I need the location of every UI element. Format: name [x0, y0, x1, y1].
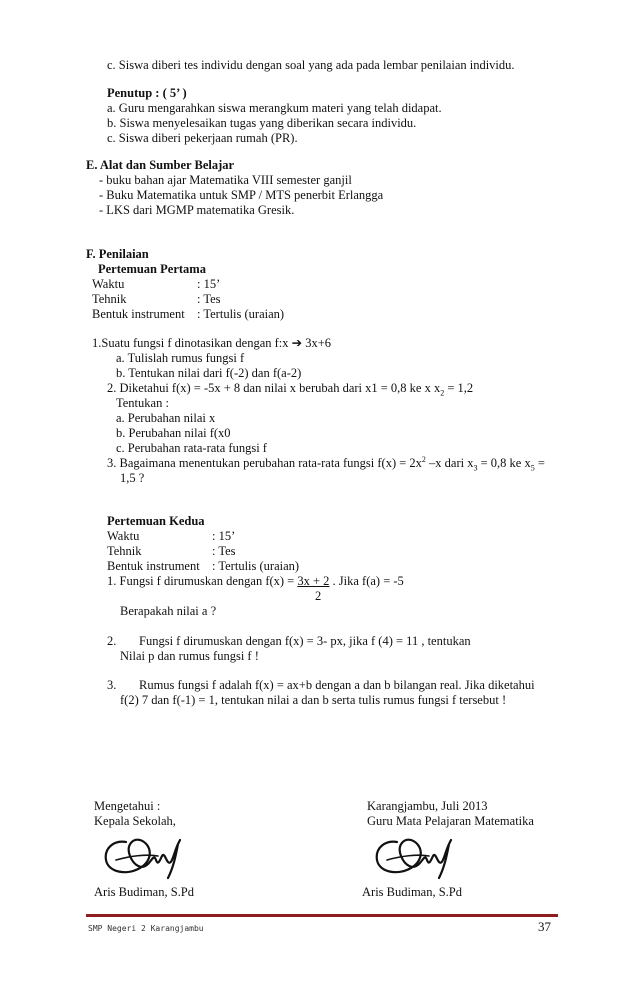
- signature-left-icon: [96, 830, 206, 882]
- p2-q1-numerator: 3x + 2: [297, 574, 330, 588]
- p2-bentuk-value: : Tertulis (uraian): [212, 559, 300, 573]
- penilaian-individu-item: c. Siswa diberi tes individu dengan soal yang ada pada lembar penilaian individu.: [107, 58, 515, 72]
- sig-right-line1: Karangjambu, Juli 2013: [367, 799, 488, 813]
- alat-title: E. Alat dan Sumber Belajar: [86, 158, 235, 172]
- arrow-right-icon: ➔: [291, 336, 303, 350]
- p1-waktu-label: Waktu: [92, 277, 125, 291]
- penutup-item-a: a. Guru mengarahkan siswa merangkum materi yang telah didapat.: [107, 101, 442, 115]
- sig-left-line2: Kepala Sekolah,: [94, 814, 176, 828]
- p1-q3-end: =: [534, 456, 545, 470]
- p1-q3-line2: 1,5 ?: [120, 471, 145, 485]
- penutup-title: Penutup : ( 5’ ): [107, 86, 187, 100]
- p1-bentuk-label: Bentuk instrument: [92, 307, 185, 321]
- page-number: 37: [538, 919, 551, 934]
- p1-q3-mid2: = 0,8 ke x: [477, 456, 531, 470]
- p2-q2-line2: Nilai p dan rumus fungsi f !: [120, 649, 259, 663]
- p1-q2-post: = 1,2: [444, 381, 474, 395]
- alat-item-2: - Buku Matematika untuk SMP / MTS penerbit Erlangga: [99, 188, 384, 202]
- p1-question-2: [107, 381, 473, 396]
- p2-tehnik-value: : Tes: [212, 544, 236, 558]
- p1-q1b: b. Tentukan nilai dari f(-2) dan f(a-2): [116, 366, 302, 380]
- p2-waktu-value: : 15’: [212, 529, 236, 543]
- penutup-item-b: b. Siswa menyelesaikan tugas yang diberikan secara individu.: [107, 116, 417, 130]
- p2-question-1: [107, 574, 404, 589]
- signature-right-icon: [367, 830, 477, 882]
- p2-question-2: [107, 634, 471, 649]
- p2-q2-number: 2.: [107, 634, 117, 648]
- p2-q1-post: . Jika f(a) = -5: [329, 574, 404, 588]
- p1-q3-sub2: 5: [530, 463, 535, 473]
- p2-tehnik: [107, 544, 236, 559]
- p2-q3-text: Rumus fungsi f adalah f(x) = ax+b dengan a dan b bilangan real. Jika diketahui: [139, 678, 535, 692]
- p1-q2b: b. Perubahan nilai f(x0: [116, 426, 231, 440]
- p2-waktu: [107, 529, 235, 544]
- p2-q3-line2: f(2) 7 dan f(-1) = 1, tentukan nilai a dan b serta tulis rumus fungsi f tersebut !: [120, 693, 507, 707]
- p2-q2-text: Fungsi f dirumuskan dengan f(x) = 3- px, jika f (4) = 11 , tentukan: [139, 634, 471, 648]
- pertemuan-kedua-title: Pertemuan Kedua: [107, 514, 205, 528]
- p2-q1-ask: Berapakah nilai a ?: [120, 604, 217, 618]
- penilaian-title: F. Penilaian: [86, 247, 149, 261]
- p2-tehnik-label: Tehnik: [107, 544, 142, 558]
- p2-q3-number: 3.: [107, 678, 117, 692]
- p1-q1a: a. Tulislah rumus fungsi f: [116, 351, 245, 365]
- p1-q1-end: 3x+6: [305, 336, 332, 350]
- pertemuan-pertama-title: Pertemuan Pertama: [98, 262, 206, 276]
- p1-q1-text: 1.Suatu fungsi f dinotasikan dengan f:x: [92, 336, 289, 350]
- p1-q2-sub: 2: [440, 388, 445, 398]
- p1-q3-mid: –x dari x: [425, 456, 474, 470]
- p1-q2a: a. Perubahan nilai x: [116, 411, 216, 425]
- p2-question-3: [107, 678, 535, 693]
- p1-tehnik: [92, 292, 221, 307]
- sig-left-line1: Mengetahui :: [94, 799, 161, 813]
- penutup-item-c: c. Siswa diberi pekerjaan rumah (PR).: [107, 131, 298, 145]
- footer-rule: [86, 914, 558, 917]
- p1-question-3: [107, 456, 545, 471]
- alat-item-1: - buku bahan ajar Matematika VIII semester ganjil: [99, 173, 352, 187]
- p1-bentuk: [92, 307, 284, 322]
- p1-waktu: [92, 277, 220, 292]
- p1-q2-pre: 2. Diketahui f(x) = -5x + 8 dan nilai x berubah dari x1 = 0,8 ke x x: [107, 381, 441, 395]
- footer-school: SMP Negeri 2 Karangjambu: [88, 924, 204, 933]
- p1-question-1: [92, 336, 331, 351]
- sig-right-name: Aris Budiman, S.Pd: [362, 885, 463, 899]
- p1-q2-tentukan: Tentukan :: [116, 396, 169, 410]
- sig-right-line2: Guru Mata Pelajaran Matematika: [367, 814, 534, 828]
- p2-waktu-label: Waktu: [107, 529, 140, 543]
- p1-q3-sub1: 3: [473, 463, 478, 473]
- p1-tehnik-value: : Tes: [197, 292, 221, 306]
- p2-q1-pre: 1. Fungsi f dirumuskan dengan f(x) =: [107, 574, 298, 588]
- p2-bentuk-label: Bentuk instrument: [107, 559, 200, 573]
- sig-left-name: Aris Budiman, S.Pd: [94, 885, 195, 899]
- p1-bentuk-value: : Tertulis (uraian): [197, 307, 285, 321]
- p1-waktu-value: : 15’: [197, 277, 221, 291]
- p1-q3-sup: 2: [421, 454, 426, 464]
- alat-item-3: - LKS dari MGMP matematika Gresik.: [99, 203, 295, 217]
- p1-tehnik-label: Tehnik: [92, 292, 127, 306]
- p1-q3-pre: 3. Bagaimana menentukan perubahan rata-rata fungsi f(x) = 2x: [107, 456, 422, 470]
- p2-bentuk: [107, 559, 299, 574]
- p1-q2c: c. Perubahan rata-rata fungsi f: [116, 441, 267, 455]
- p2-q1-denominator: 2: [315, 589, 322, 603]
